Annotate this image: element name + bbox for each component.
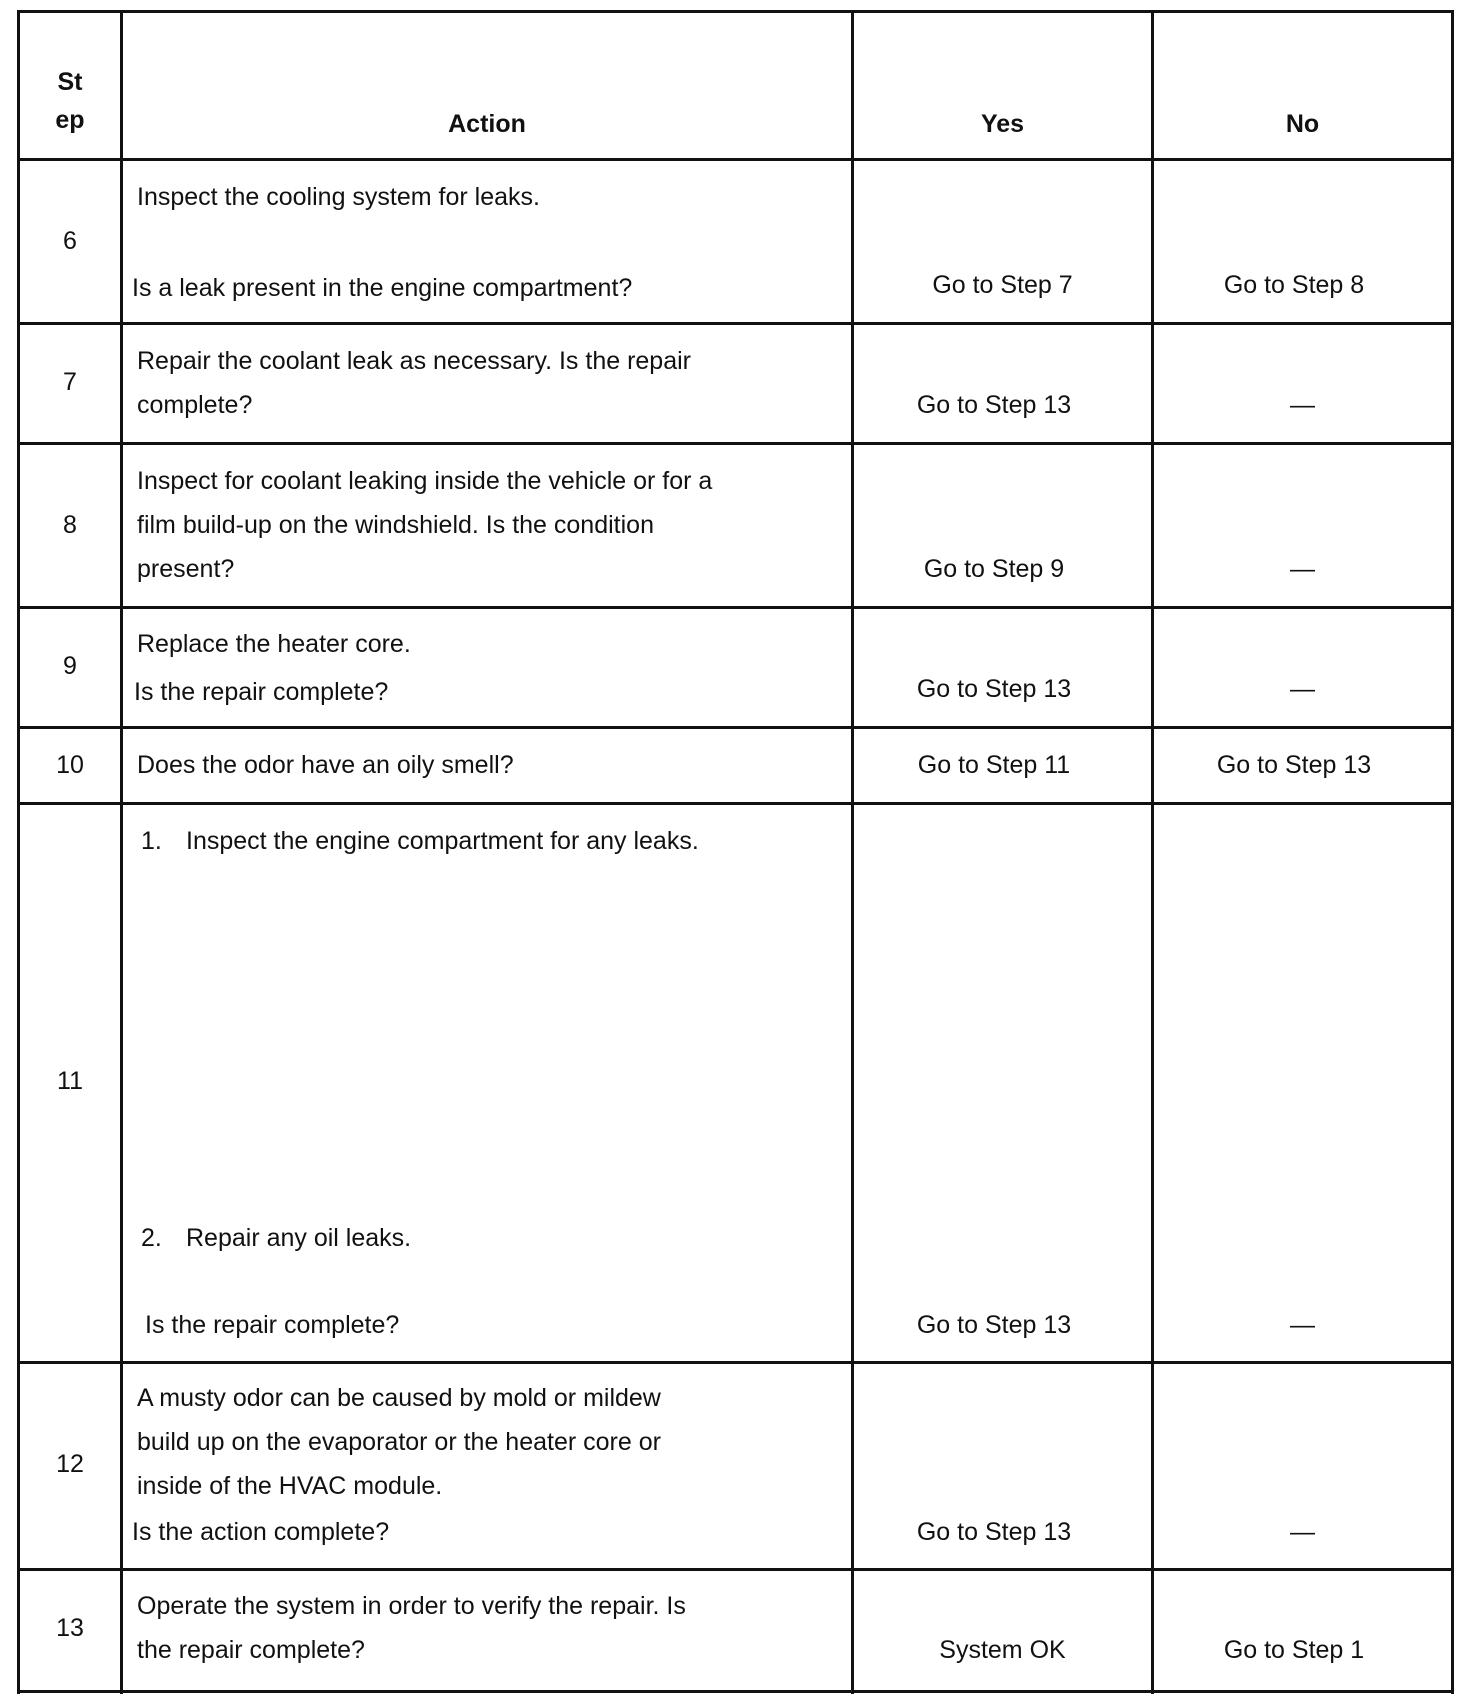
no-result: Go to Step 1 [1223, 1636, 1365, 1664]
list-item: Inspect the engine compartment for any leaks. [186, 827, 699, 855]
step-number: 7 [63, 368, 77, 396]
header-step-line-2: ep [55, 106, 85, 134]
no-result: Go to Step 13 [1216, 751, 1372, 779]
step-number: 12 [56, 1450, 84, 1478]
yes-result: Go to Step 11 [917, 751, 1071, 779]
action-text: Inspect the cooling system for leaks. [137, 183, 540, 211]
row-divider [17, 322, 1454, 325]
header-step [20, 63, 120, 139]
action-text: Does the odor have an oily smell? [137, 751, 514, 779]
list-number: 2. [141, 1224, 162, 1252]
step-number: 6 [63, 227, 77, 255]
yes-result: Go to Step 13 [916, 675, 1072, 703]
row-divider [17, 802, 1454, 805]
table-border-top [17, 10, 1454, 13]
header-action: Action [448, 110, 526, 138]
action-text: build up on the evaporator or the heater core or [137, 1428, 661, 1456]
list-item: Repair any oil leaks. [186, 1224, 412, 1252]
header-no: No [1285, 110, 1320, 138]
header-yes: Yes [980, 110, 1025, 138]
yes-result: Go to Step 13 [916, 1518, 1072, 1546]
action-text: A musty odor can be caused by mold or mildew [137, 1384, 661, 1412]
action-text: Operate the system in order to verify the repair. Is [137, 1592, 686, 1620]
action-text: Repair the coolant leak as necessary. Is the repair [137, 347, 691, 375]
action-question: Is the repair complete? [145, 1311, 400, 1339]
action-text: inside of the HVAC module. [137, 1472, 443, 1500]
action-text: Inspect for coolant leaking inside the vehicle or for a [137, 467, 713, 495]
no-result: — [1290, 555, 1315, 583]
action-question: Is a leak present in the engine compartment? [132, 274, 633, 302]
table-border-bottom [17, 1690, 1454, 1693]
no-result: Go to Step 8 [1223, 271, 1365, 299]
row-divider [17, 1568, 1454, 1571]
header-divider [17, 158, 1454, 161]
step-number: 13 [56, 1614, 84, 1642]
step-number: 9 [63, 652, 77, 680]
yes-result: Go to Step 9 [923, 555, 1065, 583]
yes-result: Go to Step 13 [916, 391, 1072, 419]
row-divider [17, 442, 1454, 445]
list-number: 1. [141, 827, 162, 855]
row-divider [17, 726, 1454, 729]
action-text: film build-up on the windshield. Is the condition [137, 511, 654, 539]
step-number: 10 [56, 751, 84, 779]
action-question: Is the action complete? [132, 1518, 390, 1546]
step-number: 8 [63, 511, 77, 539]
action-question: Is the repair complete? [134, 678, 389, 706]
row-divider [17, 1361, 1454, 1364]
action-text: the repair complete? [137, 1636, 365, 1664]
no-result: — [1290, 675, 1315, 703]
no-result: — [1290, 1311, 1315, 1339]
action-text: present? [137, 555, 235, 583]
step-number: 11 [57, 1067, 83, 1095]
action-text: complete? [137, 391, 253, 419]
yes-result: System OK [939, 1636, 1066, 1664]
column-divider [1451, 10, 1454, 1694]
column-divider [120, 10, 123, 1694]
action-text: Replace the heater core. [137, 630, 411, 658]
yes-result: Go to Step 7 [932, 271, 1073, 299]
header-step-line-1: St [57, 68, 83, 96]
no-result: — [1290, 1518, 1315, 1546]
yes-result: Go to Step 13 [916, 1311, 1072, 1339]
row-divider [17, 606, 1454, 609]
no-result: — [1290, 391, 1315, 419]
